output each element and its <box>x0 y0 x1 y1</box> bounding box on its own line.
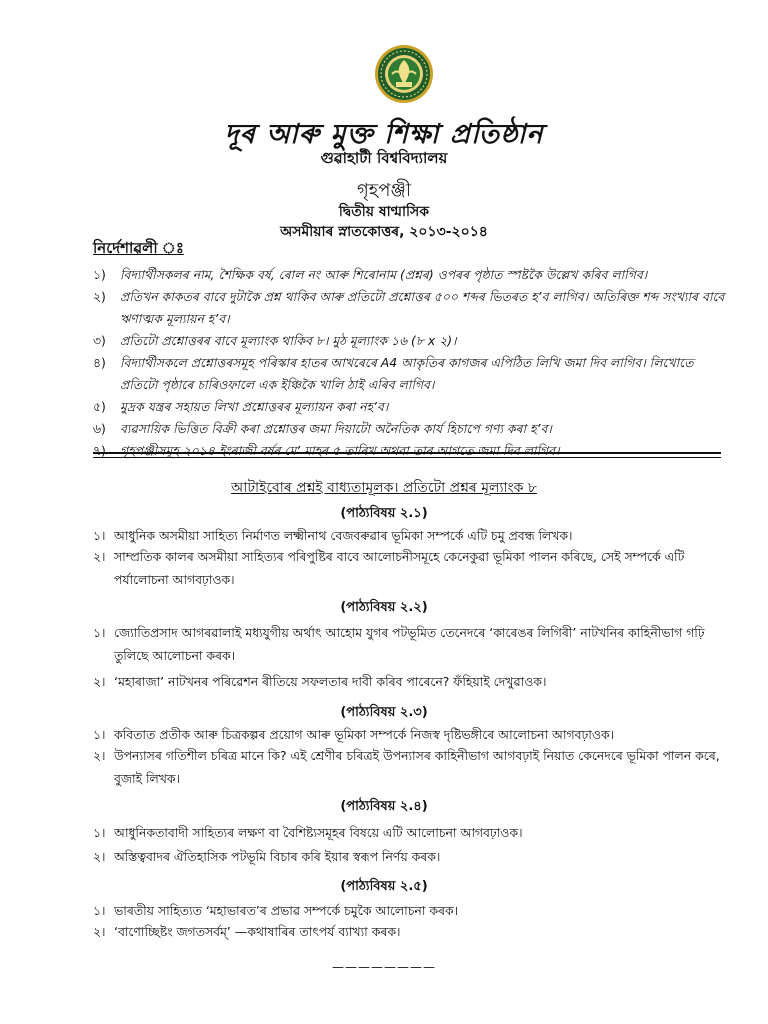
question-text: অস্তিত্ববাদৰ ঐতিহাসিক পটভূমি বিচাৰ কৰি ইয়াৰ স্বৰূপ নিৰ্ণয় কৰক। <box>114 849 441 864</box>
instruction-number: ১) <box>93 267 106 282</box>
question-number: ১। <box>93 727 106 742</box>
semester-label: দ্বিতীয় ষাণ্মাসিক <box>338 204 430 220</box>
instruction-item <box>93 396 729 418</box>
end-of-document-mark: ———————— <box>332 960 436 974</box>
question-item <box>93 670 729 693</box>
instruction-text: মুদ্ৰক যন্ত্ৰৰ সহায়ত লিখা প্ৰশ্নোত্তৰৰ মূল্যায়ন কৰা নহ’ব। <box>120 399 389 414</box>
instruction-item <box>93 352 729 396</box>
instruction-text: বিদ্যাৰ্থীসকলৰ নাম, শৈক্ষিক বৰ্ষ, ৰোল নং আৰু শিৰোনাম (প্ৰশ্নৰ) ওপৰৰ পৃষ্ঠাত স্পষ্টকৈ উল্লেখ কৰিব লাগিব। <box>120 267 648 282</box>
question-text: আধুনিকতাবাদী সাহিত্যৰ লক্ষণ বা বৈশিষ্ট্যসমূহৰ বিষয়ে এটি আলোচনা আগবঢ়াওক। <box>114 825 523 840</box>
question-number: ২। <box>93 924 106 939</box>
question-number: ২। <box>93 674 106 689</box>
instruction-number: ৪) <box>93 355 106 370</box>
instruction-item <box>93 330 729 352</box>
divider-thin <box>93 457 721 458</box>
question-number: ১। <box>93 528 106 543</box>
unit-heading: (পাঠ্যবিষয় ২.৫) <box>340 879 428 894</box>
question-text: ‘মহাৰাজা’ নাটখনৰ পৰিৱেশন ৰীতিয়ে সফলতাৰ দাবী কৰিব পাৰেনে? ফঁহিয়াই দেখুৱাওক। <box>114 674 547 689</box>
question-item <box>93 545 729 591</box>
instruction-text: বিদ্যাৰ্থীসকলে প্ৰশ্নোত্তৰসমূহ পৰিস্কাৰ হাতৰ আখৰেৰে A4 আকৃতিৰ কাগজৰ এপিঠিত লিখি জমা দিব লাগিব। লিখোতে প্ৰতিটো পৃষ্ঠাৰে চাৰিওফালে এক ইঞ্চিকৈ খালি ঠাই এৰিব লাগিব। <box>120 355 694 392</box>
question-number: ২। <box>93 748 106 763</box>
instructions-list <box>93 264 729 462</box>
question-text: জ্যোতিপ্ৰসাদ আগৰৱালাই মধ্যযুগীয় অৰ্থাৎ আহোম যুগৰ পটভূমিত তেনেদৰে ‘কাৰেঙৰ লিগিৰী’ নাটখনিৰ কাহিনীভাগ গঢ়ি তুলিছে আলোচনা কৰক। <box>114 625 705 663</box>
institute-title: দূৰ আৰু মুক্ত শিক্ষা প্ৰতিষ্ঠান <box>224 119 544 150</box>
instructions-heading: নিৰ্দেশাৱলী ঃ <box>93 239 184 257</box>
divider-thick <box>93 452 721 454</box>
program-label: অসমীয়াৰ স্নাতকোত্তৰ, ২০১৩-২০১৪ <box>280 224 488 240</box>
instruction-item <box>93 418 729 440</box>
question-text: ‘বাণোচ্ছিষ্টং জগতসৰ্বম্’ —কথাষাৰিৰ তাৎপৰ্য ব্যাখ্যা কৰক। <box>114 924 401 939</box>
question-item <box>93 723 729 746</box>
instruction-text: ব্যৱসায়িক ভিত্তিত বিক্ৰী কৰা প্ৰশ্নোত্তৰ জমা দিয়াটো অনৈতিক কাৰ্য হিচাপে গণ্য কৰা হ’ব। <box>120 421 552 436</box>
instruction-item <box>93 286 729 330</box>
instruction-text: গৃহপঞ্জীসমূহ ২০১৪ ইংৰাজী বৰ্ষৰ মে’ মাহৰ ৫ তাৰিখ অথবা তাৰ আগতে জমা দিব লাগিব। <box>120 443 560 458</box>
instruction-text: প্ৰতিটো প্ৰশ্নোত্তৰৰ বাবে মূল্যাংক থাকিব ৮। মুঠ মূল্যাংক ১৬ (৮ x ২)। <box>120 333 457 348</box>
instruction-number: ৫) <box>93 399 106 414</box>
question-text: কবিতাত প্ৰতীক আৰু চিত্ৰকল্পৰ প্ৰয়োগ আৰু ভূমিকা সম্পৰ্কে নিজস্ব দৃষ্টিভঙ্গীৰে আলোচনা আগবঢ়াওক। <box>114 727 615 742</box>
question-item <box>93 524 729 547</box>
question-number: ২। <box>93 549 106 564</box>
university-seal-logo <box>374 44 434 104</box>
instruction-text: প্ৰতিখন কাকতৰ বাবে দুটাকৈ প্ৰশ্ন থাকিব আৰু প্ৰতিটো প্ৰশ্নোত্তৰ ৫০০ শব্দৰ ভিতৰত হ’ব লাগিব। অতিৰিক্ত শব্দ সংখ্যাৰ বাবে ঋণাত্মক মূল্যায়ন হ’ব। <box>120 289 725 326</box>
instruction-number: ২) <box>93 289 106 304</box>
question-number: ১। <box>93 903 106 918</box>
question-number: ২। <box>93 849 106 864</box>
question-number: ১। <box>93 625 106 640</box>
question-item <box>93 920 729 943</box>
unit-heading: (পাঠ্যবিষয় ২.২) <box>340 600 428 615</box>
instruction-item <box>93 440 729 462</box>
question-item <box>93 621 729 667</box>
document-title: গৃহপঞ্জী <box>357 180 411 201</box>
question-text: সাম্প্ৰতিক কালৰ অসমীয়া সাহিত্যৰ পৰিপুষ্টিৰ বাবে আলোচনীসমূহে কেনেকুৱা ভূমিকা পালন কৰিছে, সেই সম্পৰ্কে এটি পৰ্যালোচনা আগবঢ়াওক। <box>114 549 685 587</box>
question-text: ভাৰতীয় সাহিত্যত ‘মহাভাৰত’ৰ প্ৰভাৱ সম্পৰ্কে চমুকৈ আলোচনা কৰক। <box>114 903 459 918</box>
question-item <box>93 899 729 922</box>
unit-heading: (পাঠ্যবিষয় ২.৪) <box>340 799 428 814</box>
section-heading: আটাইবোৰ প্ৰশ্নই বাধ্যতামূলক। প্ৰতিটো প্ৰশ্নৰ মূল্যাংক ৮ <box>231 480 537 496</box>
question-text: আধুনিক অসমীয়া সাহিত্য নিৰ্মাণত লক্ষ্মীনাথ বেজবৰুৱাৰ ভূমিকা সম্পৰ্কে এটি চমু প্ৰবন্ধ লিখক। <box>114 528 573 543</box>
instruction-number: ৭) <box>93 443 106 458</box>
question-item <box>93 821 729 844</box>
instruction-item <box>93 264 729 286</box>
instruction-number: ৩) <box>93 333 106 348</box>
question-item <box>93 744 729 790</box>
university-name: গুৱাহাটী বিশ্ববিদ্যালয় <box>320 149 448 167</box>
question-number: ১। <box>93 825 106 840</box>
unit-heading: (পাঠ্যবিষয় ২.১) <box>340 506 428 521</box>
question-text: উপন্যাসৰ গতিশীল চৰিত্ৰ মানে কি? এই শ্ৰেণীৰ চৰিত্ৰই উপন্যাসৰ কাহিনীভাগ আগবঢ়াই নিয়াত কেনেদৰে ভূমিকা পালন কৰে, বুজাই লিখক। <box>114 748 720 786</box>
unit-heading: (পাঠ্যবিষয় ২.৩) <box>340 705 428 720</box>
question-item <box>93 845 729 868</box>
instruction-number: ৬) <box>93 421 106 436</box>
